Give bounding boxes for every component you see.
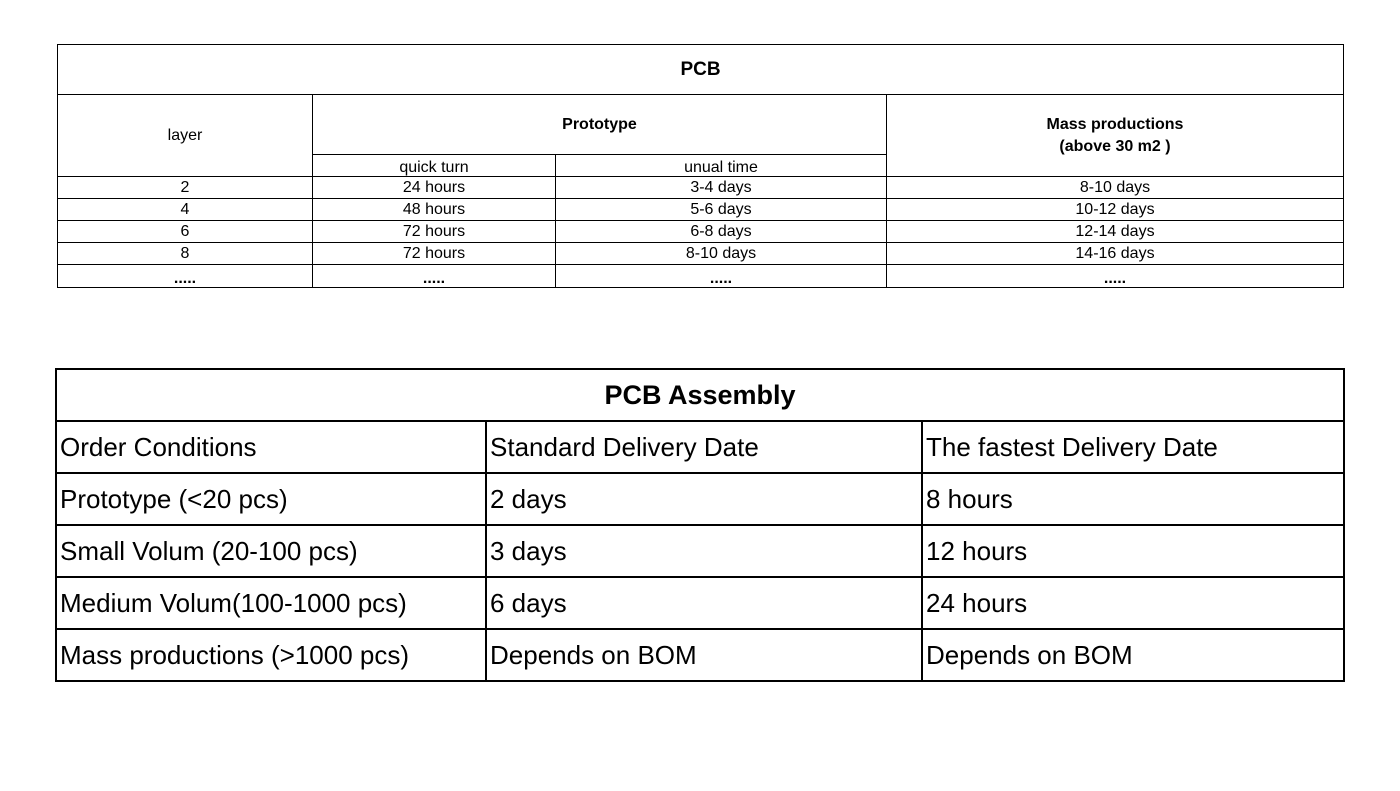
pcb-header-layer: layer [58,95,313,177]
assembly-header-standard: Standard Delivery Date [486,421,922,473]
pcb-header-row [58,95,1344,155]
assembly-cell-standard: 3 days [486,525,922,577]
assembly-cell-fastest: 8 hours [922,473,1344,525]
assembly-header-fastest: The fastest Delivery Date [922,421,1344,473]
pcb-cell-quick-turn: 72 hours [313,243,556,265]
pcb-cell-mass: 14-16 days [887,243,1344,265]
pcb-cell-usual-time: ..... [556,265,887,288]
pcb-cell-mass: ..... [887,265,1344,288]
table-row [58,265,1344,288]
assembly-cell-standard: 2 days [486,473,922,525]
pcb-cell-mass: 10-12 days [887,199,1344,221]
pcb-cell-layer: 8 [58,243,313,265]
pcb-assembly-table [55,368,1345,682]
table-row [58,177,1344,199]
pcb-cell-usual-time: 5-6 days [556,199,887,221]
assembly-cell-standard: Depends on BOM [486,629,922,681]
table-row [56,525,1344,577]
assembly-header-row [56,421,1344,473]
assembly-title-row [56,369,1344,421]
pcb-header-mass-line1: Mass productions [1046,115,1184,133]
assembly-header-conditions: Order Conditions [56,421,486,473]
pcb-cell-quick-turn: ..... [313,265,556,288]
assembly-cell-fastest: 12 hours [922,525,1344,577]
pcb-table-title: PCB [58,45,1344,95]
table-row [56,629,1344,681]
assembly-cell-fastest: Depends on BOM [922,629,1344,681]
pcb-header-mass-productions [887,95,1344,177]
pcb-cell-layer: 6 [58,221,313,243]
pcb-cell-usual-time: 8-10 days [556,243,887,265]
table-row [58,199,1344,221]
pcb-header-mass-line2: (above 30 m2 ) [1059,137,1171,155]
assembly-cell-condition: Small Volum (20-100 pcs) [56,525,486,577]
pcb-header-usual-time: unual time [556,155,887,177]
table-row [58,221,1344,243]
assembly-cell-condition: Medium Volum(100-1000 pcs) [56,577,486,629]
table-row [58,243,1344,265]
assembly-cell-standard: 6 days [486,577,922,629]
assembly-cell-condition: Prototype (<20 pcs) [56,473,486,525]
pcb-cell-layer: 4 [58,199,313,221]
pcb-cell-usual-time: 3-4 days [556,177,887,199]
pcb-cell-mass: 8-10 days [887,177,1344,199]
table-row [56,473,1344,525]
assembly-cell-condition: Mass productions (>1000 pcs) [56,629,486,681]
pcb-cell-usual-time: 6-8 days [556,221,887,243]
pcb-title-row [58,45,1344,95]
pcb-header-quick-turn: quick turn [313,155,556,177]
pcb-cell-layer: ..... [58,265,313,288]
pcb-cell-quick-turn: 48 hours [313,199,556,221]
pcb-cell-quick-turn: 24 hours [313,177,556,199]
pcb-header-prototype: Prototype [313,95,887,155]
pcb-cell-mass: 12-14 days [887,221,1344,243]
pcb-lead-time-table [57,44,1344,288]
table-row [56,577,1344,629]
pcb-cell-quick-turn: 72 hours [313,221,556,243]
pcb-cell-layer: 2 [58,177,313,199]
assembly-table-title: PCB Assembly [56,369,1344,421]
assembly-cell-fastest: 24 hours [922,577,1344,629]
